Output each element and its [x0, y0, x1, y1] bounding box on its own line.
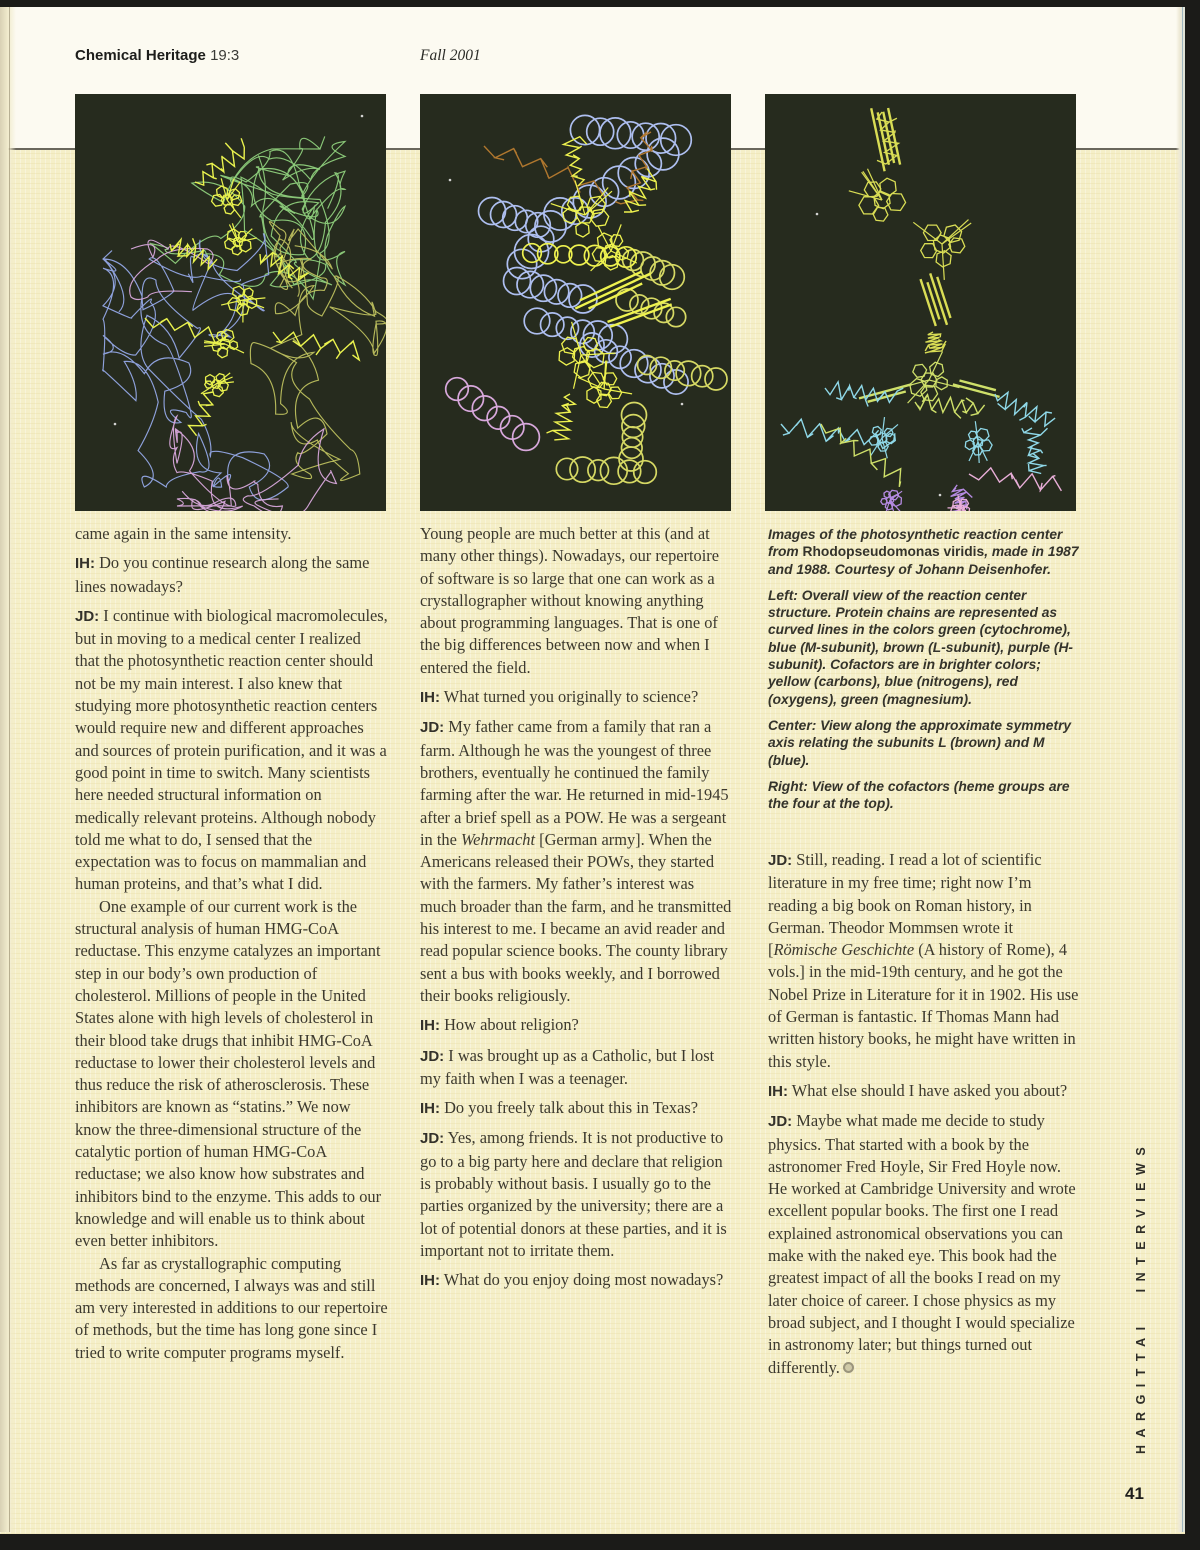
text-run: Maybe what made me decide to study physics. That started with a book by the astronomer Fred Hoyle, Sir Fred Hoyle now. He worked at Cambridge University and wrote excellent popular books. The first one I read explained astronomical observations you can make with the naked eye. This book had the greatest impact of all the books I read on my later choice of career. I chose physics as my broad subject, and I thought I would specialize in astronomy later; but things turned out differently.	[768, 1111, 1076, 1377]
speaker-tag: IH:	[768, 1082, 788, 1100]
figure-overall-view	[75, 94, 386, 511]
speaker-tag: IH:	[75, 555, 95, 573]
text-run: [German army]. When the Americans released their POWs, they started with the farmers. My father’s interest was much broader than the farm, and he transmitted his interest to me. I became an avid reader and read popular science books. The county library sent a bus with books weekly, and I borrowed their books religiously.	[420, 829, 732, 1005]
speaker-tag: JD:	[420, 1047, 445, 1065]
figure-cofactors-view	[765, 94, 1076, 511]
speaker-tag: JD:	[420, 1130, 445, 1148]
paragraph	[420, 1014, 733, 1037]
paragraph	[75, 1253, 388, 1364]
text-run: One example of our current work is the structural analysis of human HMG-CoA reductase. This enzyme catalyzes an important step in our body’s own production of cholesterol. Millions of people in the United States alone with high levels of cholesterol in their blood take drugs that inhibit HMG-CoA reductase to lower their cholesterol levels and thus reduce the risk of atherosclerosis. These inhibitors are known as “statins.” We now know the three-dimensional structure of the catalytic portion of human HMG-CoA reductase; we also know how substrates and inhibitors bind to the enzyme. This adds to our knowledge and will enable us to think about even better inhibitors.	[75, 896, 382, 1251]
text-column-1	[75, 523, 388, 1364]
paragraph	[420, 1097, 733, 1120]
speaker-tag: JD:	[75, 607, 100, 625]
paragraph	[768, 849, 1081, 1073]
text-run: What else should I have asked you about?	[788, 1080, 1068, 1100]
text-column-2	[420, 523, 733, 1293]
text-run: How about religion?	[440, 1015, 579, 1035]
caption-run: Right: View of the cofactors (heme groups are the four at the top).	[768, 778, 1070, 812]
paragraph	[75, 552, 388, 598]
page-surface	[0, 7, 1185, 1532]
caption-run: Images of the photosynthetic reaction center from	[768, 527, 1063, 560]
speaker-tag: IH:	[420, 689, 440, 707]
paragraph	[420, 1127, 733, 1262]
text-run: What turned you originally to science?	[440, 687, 699, 707]
text-run: Do you freely talk about this in Texas?	[440, 1098, 699, 1118]
text-run: Young people are much better at this (and at many other things). Nowadays, our repertoire of software is so large that one can work as a crystallographer without knowing anything about programming languages. That is one of the big differences between now and when I entered the field.	[420, 524, 720, 677]
text-run: Still, reading. I read a lot of scientific literature in my free time; right now I’m reading a big book on Roman history, in German. Theodor Mommsen wrote it [	[768, 850, 1042, 960]
speaker-tag: IH:	[420, 1100, 440, 1118]
paragraph	[420, 686, 733, 709]
text-run: Wehrmacht	[460, 829, 536, 849]
issue-number: 19:3	[210, 47, 240, 64]
caption-run: , made in 1987 and 1988. Courtesy of Johann Deisenhofer.	[768, 544, 1079, 577]
text-run: As far as crystallographic computing methods are concerned, I always was and still am very interested in additions to our repertoire of methods, but the time has long gone since I tried to write computer programs myself.	[75, 1253, 388, 1362]
text-run: Yes, among friends. It is not productive to go to a big party here and declare that religion is probably without basis. I usually go to the parties organized by the university; there are a lot of potential donors at these parties, and it is important not to irritate them.	[420, 1128, 727, 1260]
magazine-title: Chemical Heritage	[75, 47, 206, 64]
caption-run: Center: View along the approximate symmetry axis relating the subunits L (brown) and M (blue).	[768, 717, 1072, 768]
paragraph	[768, 1080, 1081, 1103]
caption-paragraph	[768, 526, 1079, 578]
issue-date: Fall 2001	[420, 47, 481, 64]
end-of-article-mark	[843, 1362, 854, 1373]
text-run: I continue with biological macromolecules, but in moving to a medical center I realized that the photosynthetic reaction center should not be my main interest. I also knew that studying more photosynthetic reaction centers would require new and different approaches and sources of protein purification, and it was a good point in time to switch. Many scientists here needed structural information on medically relevant proteins. Although nobody told me what to do, I sensed that the expectation was to focus on mammalian and human proteins, and that’s what I did.	[75, 605, 388, 894]
paragraph	[420, 1269, 733, 1292]
paragraph	[420, 1045, 733, 1091]
section-label-vertical: HARGITTAI INTERVIEWS	[1134, 1139, 1148, 1454]
speaker-tag: IH:	[420, 1272, 440, 1290]
page-left-edge	[0, 7, 16, 1532]
paragraph	[75, 605, 388, 896]
page-right-edge	[1176, 7, 1185, 1532]
figure-symmetry-axis-view	[420, 94, 731, 511]
text-run: Römische Geschichte	[773, 940, 915, 960]
speaker-tag: JD:	[768, 852, 793, 869]
paragraph	[420, 716, 733, 1007]
speaker-tag: IH:	[420, 1017, 440, 1035]
text-column-3	[768, 849, 1081, 1379]
paragraph	[75, 523, 388, 545]
paragraph	[768, 1110, 1081, 1379]
page-number: 41	[1125, 1484, 1144, 1503]
text-run: Do you continue research along the same lines nowadays?	[75, 553, 370, 596]
text-run: What do you enjoy doing most nowadays?	[440, 1270, 724, 1290]
caption-paragraph	[768, 778, 1079, 813]
caption-run: Rhodopseudomonas viridis	[802, 544, 985, 560]
paragraph	[75, 896, 388, 1253]
figure-caption	[768, 526, 1079, 821]
text-run: (A history of Rome), 4 vols.] in the mid-19th century, and he got the Nobel Prize in Literature for it in 1902. His use of German is fantastic. If Thomas Mann had written history books, he might have written in this style.	[768, 940, 1079, 1071]
caption-run: Left: Overall view of the reaction center structure. Protein chains are represented as curved lines in the colors green (cytochrome), blue (M-subunit), brown (L-subunit), purple (H-subunit). Cofactors are in brighter colors; yellow (carbons), blue (nitrogens), red (oxygens), green (magnesium).	[768, 587, 1074, 707]
text-run: I was brought up as a Catholic, but I lost my faith when I was a teenager.	[420, 1045, 715, 1088]
paragraph	[420, 523, 733, 679]
speaker-tag: JD:	[420, 719, 445, 737]
text-run: came again in the same intensity.	[75, 524, 292, 543]
caption-paragraph	[768, 717, 1079, 769]
text-run: My father came from a family that ran a farm. Although he was the youngest of three brothers, eventually he continued the family farming after the war. He returned in mid-1945 after a brief spell as a POW. He was a sergeant in the	[420, 717, 729, 849]
running-header	[75, 47, 239, 64]
caption-paragraph	[768, 587, 1079, 708]
speaker-tag: JD:	[768, 1113, 793, 1131]
